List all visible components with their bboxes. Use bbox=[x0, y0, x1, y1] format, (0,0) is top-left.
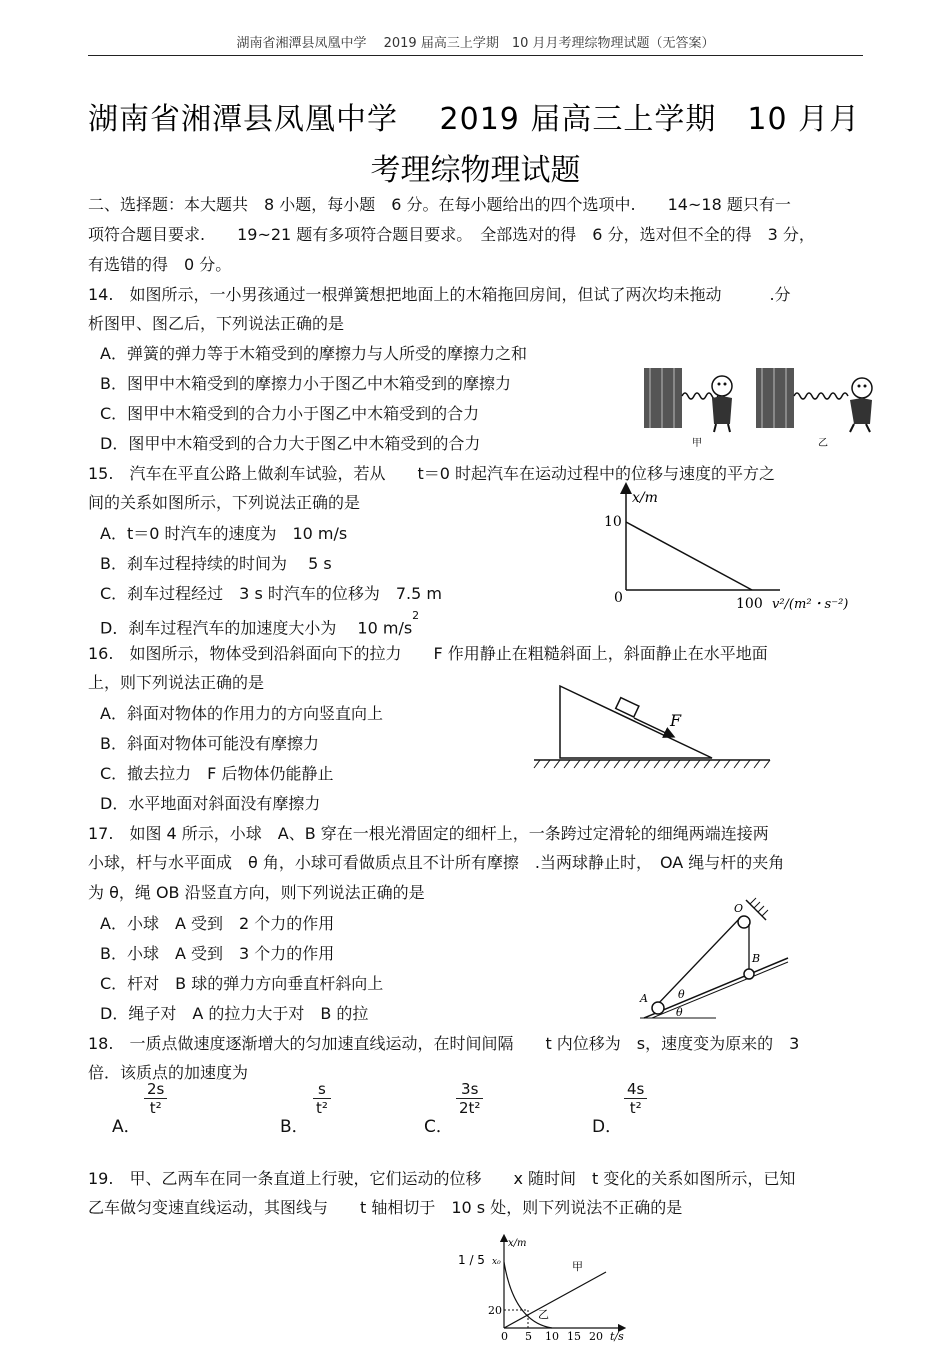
q15-stem: 15. 汽车在平直公路上做刹车试验，若从 t＝0 时起汽车在运动过程中的位移与速度的平方之 bbox=[88, 464, 775, 483]
fraction-numerator: 3s bbox=[456, 1080, 483, 1099]
fraction-denominator: t² bbox=[149, 1099, 162, 1117]
q18-option-a-label: A． bbox=[112, 1117, 141, 1137]
intro-line: 项符合题目要求. 19~21 题有多项符合题目要求。 全部选对的得 6 分，选对但不全的得 3 分， bbox=[88, 225, 815, 244]
page-title-line-1: 湖南省湘潭县凤凰中学 2019 届高三上学期 10 月月 bbox=[88, 102, 861, 137]
fraction-numerator: 2s bbox=[144, 1080, 167, 1099]
fraction-denominator: 2t² bbox=[459, 1099, 481, 1117]
q18-option-d-label: D． bbox=[592, 1117, 623, 1137]
q14-option-a: A．弹簧的弹力等于木箱受到的摩擦力与人所受的摩擦力之和 bbox=[100, 344, 527, 363]
header-rule bbox=[88, 55, 863, 56]
q18-option-c-fraction bbox=[456, 1080, 483, 1117]
origin-label: 0 bbox=[614, 590, 623, 606]
q18-stem: 18. 一质点做速度逐渐增大的匀加速直线运动，在时间间隔 t 内位移为 s，速度变为原来的 3 bbox=[88, 1034, 800, 1053]
fraction-denominator: t² bbox=[629, 1099, 642, 1117]
q14-option-c: C．图甲中木箱受到的合力小于图乙中木箱受到的合力 bbox=[100, 404, 480, 423]
x-tick-label: 10 bbox=[545, 1330, 559, 1343]
page-title-line-2: 考理综物理试题 bbox=[370, 153, 581, 188]
boy-icon bbox=[852, 378, 872, 398]
x-axis-label: v²/(m²・s⁻²) bbox=[772, 597, 849, 612]
q14-stem: 析图甲、图乙后，下列说法正确的是 bbox=[88, 314, 345, 333]
q18-option-b-label: B． bbox=[280, 1117, 309, 1137]
q16-option-d: D．水平地面对斜面没有摩擦力 bbox=[100, 794, 321, 813]
x-tick-label: 100 bbox=[736, 596, 763, 612]
q17-stem: 小球，杆与水平面成 θ 角，小球可看做质点且不计所有摩擦 .当两球静止时， OA 绳与杆的夹角 bbox=[88, 853, 785, 872]
x0-label: x₀ bbox=[492, 1257, 501, 1267]
pulley bbox=[738, 916, 750, 928]
rope-oa bbox=[656, 918, 740, 1006]
x-tick-label: 5 bbox=[525, 1330, 532, 1343]
q16-option-a: A．斜面对物体的作用力的方向竖直向上 bbox=[100, 704, 383, 723]
incline bbox=[560, 686, 712, 758]
q17-option-c: C．杆对 B 球的弹力方向垂直杆斜向上 bbox=[100, 974, 384, 993]
q18-option-b-fraction bbox=[313, 1080, 331, 1117]
q15-option-c: C．刹车过程经过 3 s 时汽车的位移为 7.5 m bbox=[100, 584, 442, 603]
q16-option-b: B．斜面对物体可能没有摩擦力 bbox=[100, 734, 319, 753]
series-yi-label: 乙 bbox=[538, 1308, 549, 1321]
q18-option-c-label: C． bbox=[424, 1117, 453, 1137]
y-axis-label: x/m bbox=[508, 1238, 527, 1249]
intro-line: 有选错的得 0 分。 bbox=[88, 255, 232, 274]
q17-option-a: A．小球 A 受到 2 个力的作用 bbox=[100, 914, 335, 933]
q17-stem: 为 θ，绳 OB 沿竖直方向，则下列说法正确的是 bbox=[88, 883, 425, 902]
intro-line: 二、选择题：本大题共 8 小题，每小题 6 分。在每小题给出的四个选项中. 14~18 题只有一 bbox=[88, 195, 791, 214]
fraction-numerator: s bbox=[313, 1080, 331, 1099]
x-tick-label: 20 bbox=[589, 1330, 603, 1343]
q18-stem: 倍．该质点的加速度为 bbox=[88, 1063, 249, 1082]
x-axis-label: t/s bbox=[610, 1330, 624, 1343]
q15-option-d-text: D．刹车过程汽车的加速度大小为 10 m/s bbox=[100, 618, 413, 638]
q16-figure bbox=[532, 684, 782, 774]
label-theta-upper: θ bbox=[678, 988, 685, 1001]
q18-option-a-fraction bbox=[144, 1080, 167, 1117]
q15-option-d-superscript: 2 bbox=[412, 609, 420, 622]
running-header: 湖南省湘潭县凤凰中学 2019 届高三上学期 10 月月考理综物理试题（无答案） bbox=[236, 36, 715, 51]
figure-label-jia: 甲 bbox=[692, 438, 702, 449]
q19-stem: 乙车做匀变速直线运动，其图线与 t 轴相切于 10 s 处，则下列说法不正确的是 bbox=[88, 1198, 683, 1217]
y-tick-label: 10 bbox=[604, 514, 622, 530]
page-marker: 1 / 5 bbox=[458, 1253, 485, 1267]
q17-stem: 17. 如图 4 所示，小球 A、B 穿在一根光滑固定的细杆上，一条跨过定滑轮的细绳两端连接两 bbox=[88, 824, 769, 843]
data-line bbox=[626, 522, 752, 590]
q15-graph bbox=[600, 484, 880, 614]
fraction-numerator: 4s bbox=[624, 1080, 647, 1099]
q15-option-b: B．刹车过程持续的时间为 5 s bbox=[100, 554, 332, 573]
q15-stem: 间的关系如图所示，下列说法正确的是 bbox=[88, 493, 361, 512]
rod bbox=[644, 958, 788, 1018]
label-theta-lower: θ bbox=[676, 1006, 683, 1019]
label-b: B bbox=[752, 952, 761, 965]
q18-option-d-fraction bbox=[624, 1080, 647, 1117]
ceiling-support bbox=[746, 900, 766, 920]
y-axis-label: x/m bbox=[632, 490, 658, 506]
x-tick-label: 15 bbox=[567, 1330, 581, 1343]
label-a: A bbox=[640, 992, 648, 1005]
figure-label-yi: 乙 bbox=[818, 438, 828, 449]
y-tick-label: 20 bbox=[488, 1304, 502, 1317]
x-tick-label: 0 bbox=[501, 1330, 508, 1343]
series-jia-line bbox=[504, 1272, 606, 1328]
q16-stem: 上，则下列说法正确的是 bbox=[88, 673, 265, 692]
q16-option-c: C．撤去拉力 F 后物体仍能静止 bbox=[100, 764, 334, 783]
q17-figure bbox=[636, 894, 796, 1020]
q14-option-b: B．图甲中木箱受到的摩擦力小于图乙中木箱受到的摩擦力 bbox=[100, 374, 511, 393]
q19-stem: 19. 甲、乙两车在同一条直道上行驶，它们运动的位移 x 随时间 t 变化的关系如图所示，已知 bbox=[88, 1169, 796, 1188]
q17-option-b: B．小球 A 受到 3 个力的作用 bbox=[100, 944, 335, 963]
boy-icon bbox=[712, 376, 732, 396]
q14-option-d: D．图甲中木箱受到的合力大于图乙中木箱受到的合力 bbox=[100, 434, 481, 453]
q14-figure bbox=[640, 366, 890, 456]
q14-stem: 14. 如图所示，一小男孩通过一根弹簧想把地面上的木箱拖回房间，但试了两次均未拖动 .分 bbox=[88, 285, 791, 304]
q19-graph bbox=[456, 1234, 646, 1344]
label-o: O bbox=[734, 902, 744, 915]
force-label: F bbox=[670, 711, 682, 730]
q15-option-d bbox=[100, 609, 420, 639]
series-jia-label: 甲 bbox=[572, 1260, 583, 1273]
q15-option-a: A．t＝0 时汽车的速度为 10 m/s bbox=[100, 524, 348, 543]
fraction-denominator: t² bbox=[316, 1099, 328, 1117]
q17-option-d: D．绳子对 A 的拉力大于对 B 的拉 bbox=[100, 1004, 369, 1023]
spring bbox=[794, 393, 848, 399]
ball-b bbox=[744, 969, 754, 979]
ball-a bbox=[652, 1002, 664, 1014]
q16-stem: 16. 如图所示，物体受到沿斜面向下的拉力 F 作用静止在粗糙斜面上，斜面静止在水平地面 bbox=[88, 644, 768, 663]
